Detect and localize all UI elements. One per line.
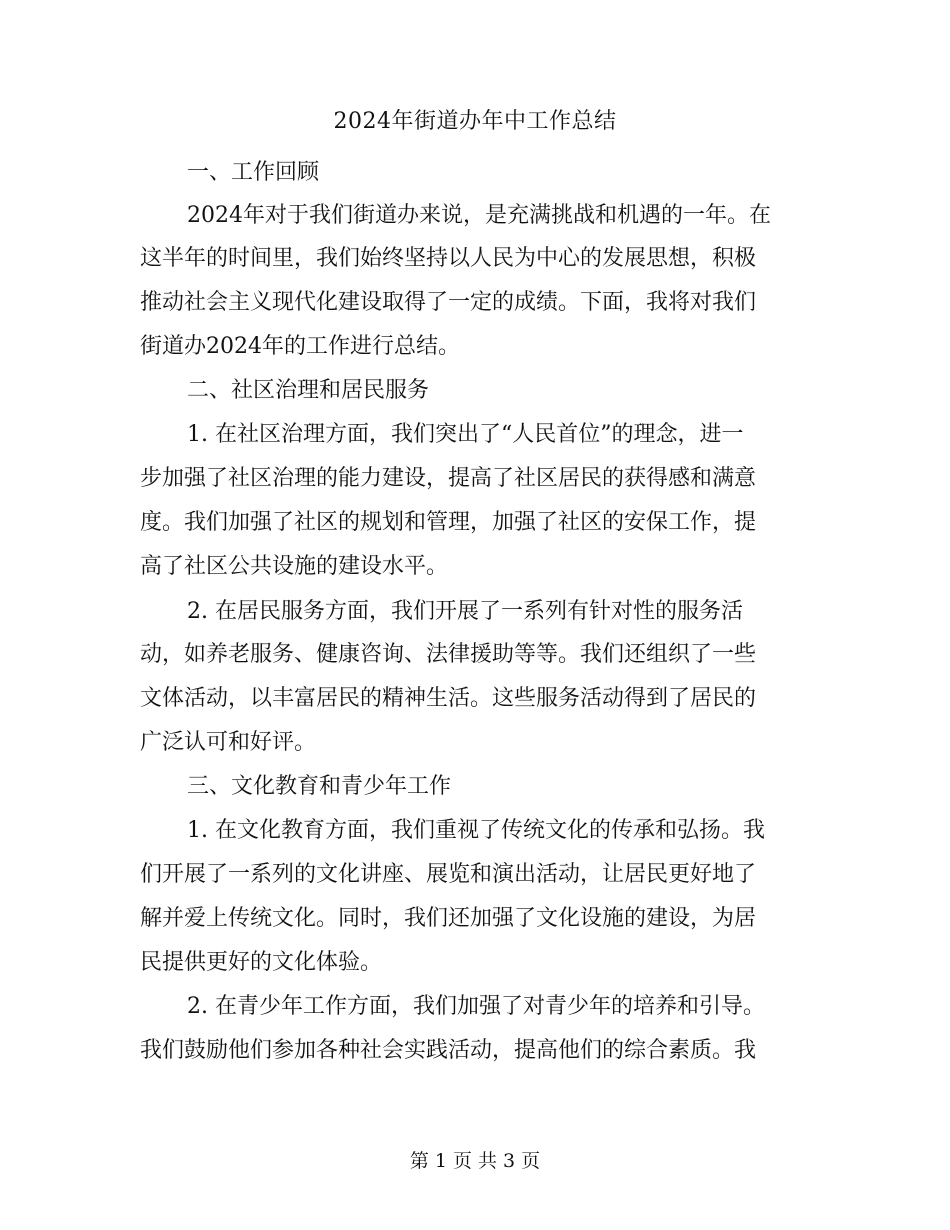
paragraph-line: 推动社会主义现代化建设取得了一定的成绩。下面，我将对我们 [140,290,757,315]
paragraph-line: 解并爱上传统文化。同时，我们还加强了文化设施的建设，为居 [140,906,757,931]
document-title: 2024年街道办年中工作总结 [333,109,617,134]
paragraph-line: 1. 在社区治理方面，我们突出了“人民首位”的理念，进一 [187,422,744,447]
paragraph-line: 这半年的时间里，我们始终坚持以人民为中心的发展思想，积极 [140,246,757,271]
paragraph-line: 2. 在居民服务方面，我们开展了一系列有针对性的服务活 [187,599,743,624]
paragraph-line: 广泛认可和好评。 [140,730,317,755]
paragraph-line: 文体活动，以丰富居民的精神生活。这些服务活动得到了居民的 [140,686,757,711]
paragraph-line: 2024年对于我们街道办来说，是充满挑战和机遇的一年。在 [187,203,771,228]
paragraph-line: 动，如养老服务、健康咨询、法律援助等等。我们还组织了一些 [140,642,757,667]
paragraph-line: 高了社区公共设施的建设水平。 [140,554,449,579]
paragraph-line: 们开展了一系列的文化讲座、展览和演出活动，让居民更好地了 [140,862,757,887]
paragraph-line: 民提供更好的文化体验。 [140,950,383,975]
section-heading-1: 一、工作回顾 [187,160,320,185]
paragraph-line: 街道办2024年的工作进行总结。 [140,334,460,359]
paragraph-line: 2. 在青少年工作方面，我们加强了对青少年的培养和引导。 [187,994,765,1019]
paragraph-line: 我们鼓励他们参加各种社会实践活动，提高他们的综合素质。我 [140,1038,757,1063]
section-heading-3: 三、文化教育和青少年工作 [187,774,452,799]
section-heading-2: 二、社区治理和居民服务 [187,378,430,403]
paragraph-line: 步加强了社区治理的能力建设，提高了社区居民的获得感和满意 [140,466,757,491]
paragraph-line: 1. 在文化教育方面，我们重视了传统文化的传承和弘扬。我 [187,818,765,843]
page-number-footer: 第 1 页 共 3 页 [409,1150,541,1172]
paragraph-line: 度。我们加强了社区的规划和管理，加强了社区的安保工作，提 [140,510,757,535]
